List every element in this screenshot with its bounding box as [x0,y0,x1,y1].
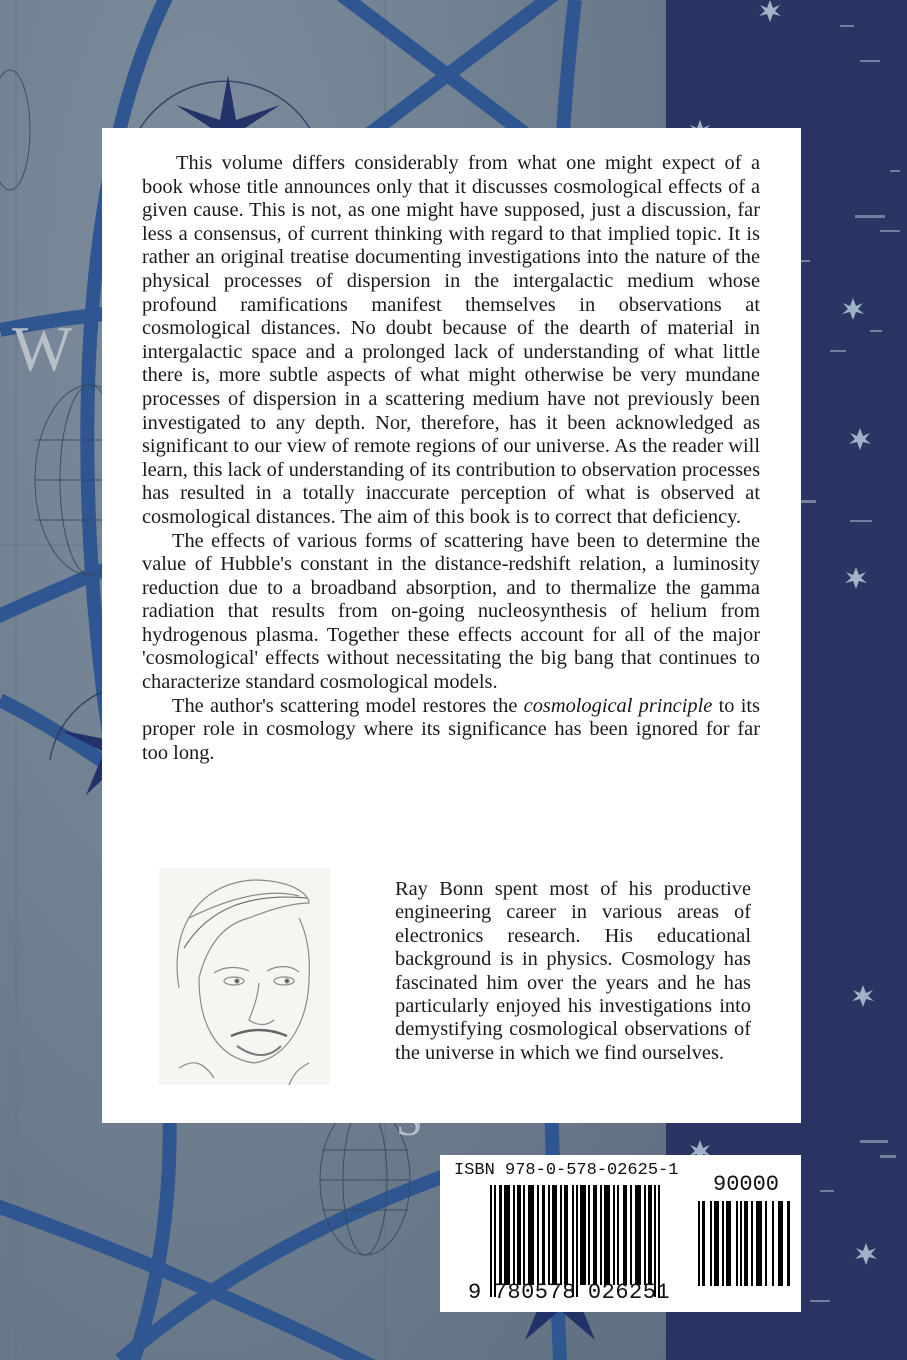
compass-letter-w: W [12,313,73,384]
portrait-sketch-icon [159,868,330,1085]
isbn-barcode [440,1155,801,1312]
paragraph-3-text-after: to its proper role in cosmology where its significance has been ignored for far too long. [142,694,760,764]
book-description [142,152,760,765]
addon-barcode-bars-icon [698,1201,793,1286]
description-paragraph-1: This volume differs considerably from what one might expect of a book whose title announces only that it discusses cosmological effects of a given cause. This is not, as one might have supposed, just a discussion, far less a consensus, of current thinking with regard to that implied topic. It is rather an original treatise documenting investigations into the nature of the physical processes of dispersion in the intergalactic medium whose profound ramifications manifest themselves in observations at cosmological distances. No doubt because of the dearth of material in intergalactic space and a prolonged lack of understanding of what little there is, more subtle aspects of what might otherwise be very mundane processes of dispersion in a scattering medium have not previously been investigated to any depth. Nor, therefore, has it been acknowledged as significant to our view of remote regions of our universe. As the reader will learn, this lack of understanding of its contribution to observation processes has resulted in a totally inaccurate perception of what is observed at cosmological distances. The aim of this book is to correct that deficiency. [142,152,760,528]
description-paragraph-2: The effects of various forms of scattering have been to determine the value of Hubble's constant in the distance-redshift relation, a luminosity reduction due to a broadband absorption, and to thermalize the gamma radiation that results from on-going nucleosynthesis of helium from hydrogenous plasma. Together these effects account for all of the major 'cosmological' effects without necessitating the big bang that continues to characterize standard cosmological models. [142,529,760,694]
ean-group-2: 026251 [587,1280,671,1305]
ean-first-digit: 9 [468,1280,482,1305]
paragraph-3-italic-term: cosmological principle [523,694,713,717]
author-portrait [159,868,330,1085]
author-bio: Ray Bonn spent most of his productive engineering career in various areas of electronics research. His educational background is in physics. Cosmology has fascinated him over the years and he has particularly enjoyed his investigations into demystifying cosmological observations of the universe in which we find ourselves. [395,878,751,1064]
paragraph-3-text-before: The author's scattering model restores the [172,694,524,717]
ean-group-1: 780578 [493,1280,576,1305]
price-code: 90000 [713,1172,780,1197]
isbn-number: ISBN 978-0-578-02625-1 [454,1161,679,1180]
ean-human-readable [468,1280,670,1305]
description-paragraph-3 [142,695,760,766]
